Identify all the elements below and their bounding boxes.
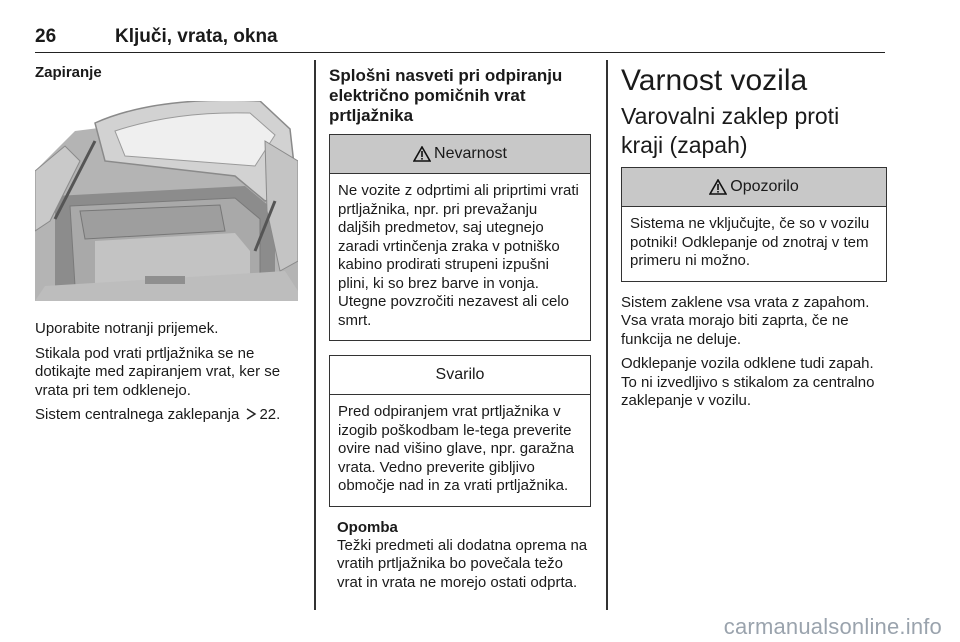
caution-box: [329, 355, 591, 507]
column-tailgate-tips: [329, 66, 591, 598]
warning-box: [621, 167, 887, 282]
paragraph: Sistem zaklene vsa vrata z zapahom. Vsa vrata morajo biti zaprta, če ne funkcija ne deluje.: [621, 293, 870, 348]
paragraph: Stikala pod vrati prtljažnika se ne dotikajte med zapiranjem vrat, ker se vrata pri tem odklenejo.: [35, 344, 281, 399]
tailgate-illustration: [35, 101, 298, 301]
watermark: carmanualsonline.info: [723, 614, 942, 639]
reference-page: 22.: [259, 406, 281, 423]
note-text: Težki predmeti ali dodatna oprema na vratih prtljažnika bo povečala težo vrat in vrata ne morejo ostati odprta.: [337, 536, 588, 591]
caution-box-header: [330, 356, 590, 395]
reference-text: Sistem centralnega zaklepanja: [35, 406, 240, 423]
note-block: [329, 519, 591, 593]
column-vehicle-security: [621, 64, 887, 417]
column-divider: [606, 60, 608, 610]
heading-vehicle-security: Varnost vozila: [621, 64, 808, 97]
page-reference-arrow-icon: [245, 408, 257, 420]
danger-box-header: [330, 135, 590, 174]
warning-label: Opozorilo: [730, 178, 799, 195]
paragraph: Uporabite notranji prijemek.: [35, 320, 219, 337]
subheading-anti-theft-lock: Varovalni zaklep proti kraji (zapah): [621, 103, 840, 158]
caution-text: Pred odpiranjem vrat prtljažnika v izogib poškodbam le-tega preverite ovire nad višino glave, npr. garažna vrata. Vedno preverite gibljivo območje nad in za vrati prtljažnika.: [338, 403, 574, 494]
page-number: 26: [35, 26, 57, 47]
section-title-closing: Zapiranje: [35, 64, 102, 81]
page-title: Ključi, vrata, okna: [115, 26, 278, 47]
paragraph: Odklepanje vozila odklene tudi zapah. To ni izvedljivo s stikalom za centralno zaklepanje v vozilu.: [621, 355, 875, 409]
note-title: Opomba: [337, 518, 398, 536]
danger-text: Ne vozite z odprtimi ali priprtimi vrati prtljažnika, npr. pri prevažanju daljših predmetov, saj utegnejo zaradi vrtinčenja zraka v potniško kabino prodirati strupeni izpušni plini, ki so brez barve in vonja. Utegne povzročiti nezavest ali celo smrt.: [338, 182, 579, 329]
caution-label: Svarilo: [435, 366, 485, 383]
warning-triangle-icon: [709, 179, 727, 195]
warning-box-header: [622, 168, 886, 207]
column-divider: [314, 60, 316, 610]
danger-label: Nevarnost: [434, 145, 507, 162]
section-title-tailgate-tips: Splošni nasveti pri odpiranju električno pomičnih vrat prtljažnika: [329, 66, 563, 125]
warning-text: Sistema ne vključujte, če so v vozilu potniki! Odklepanje od znotraj v tem primeru ni možno.: [630, 215, 870, 269]
warning-triangle-icon: [413, 146, 431, 162]
danger-box: [329, 134, 591, 341]
column-closing: [35, 64, 300, 431]
cross-reference: [35, 406, 300, 425]
page-header: [35, 24, 885, 53]
